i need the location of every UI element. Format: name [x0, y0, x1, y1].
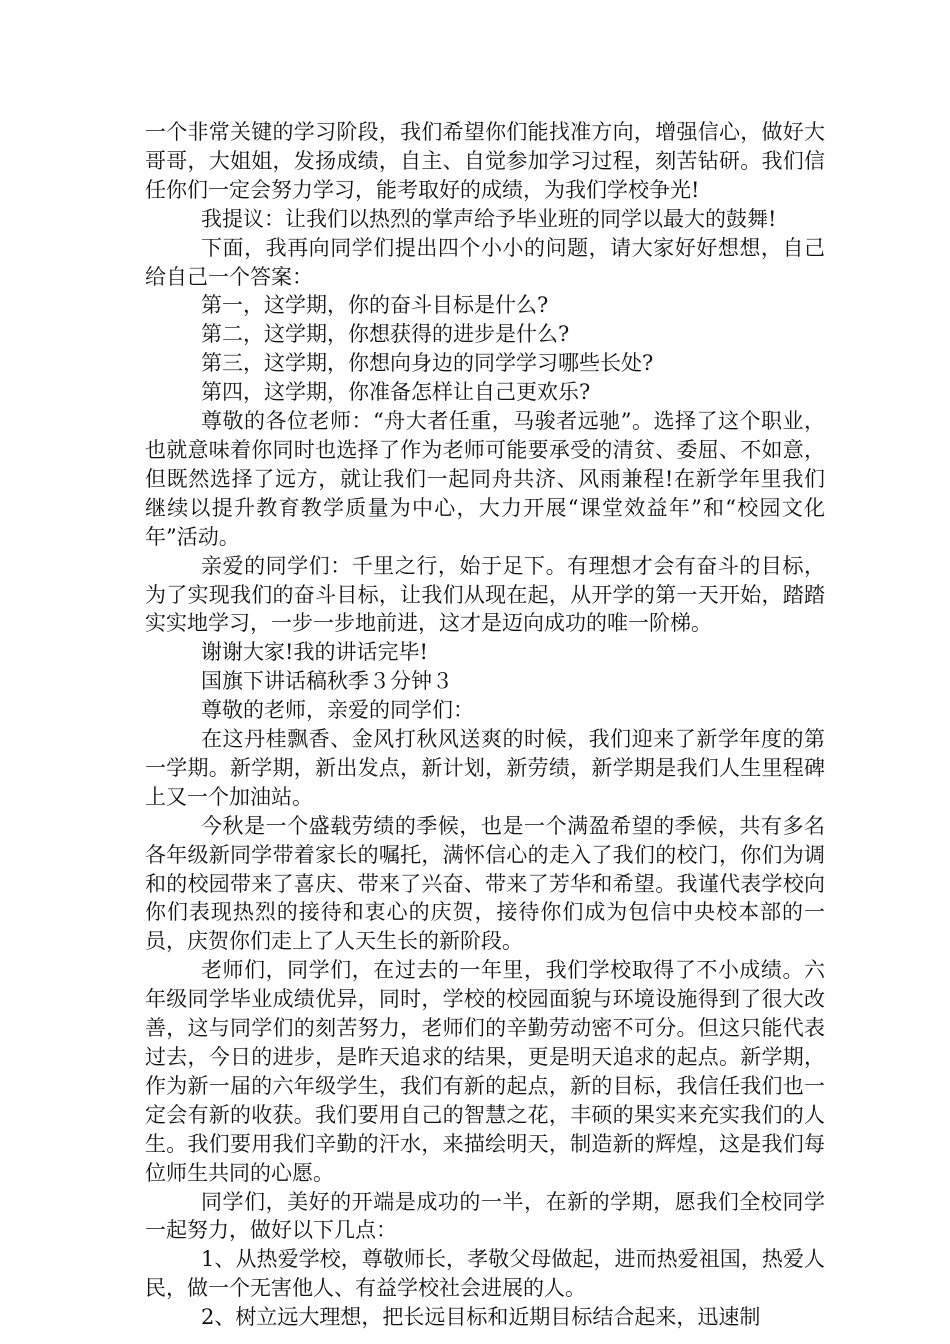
- paragraph: 同学们，美好的开端是成功的一半，在新的学期，愿我们全校同学一起努力，做好以下几点：: [145, 1189, 825, 1243]
- paragraph: 一个非常关键的学习阶段，我们希望你们能找准方向，增强信心，做好大哥哥，大姐姐，发扬成绩，自主、自觉参加学习过程，刻苦钻研。我们信任你们一定会努力学习，能考取好的成绩，为我们学校争光!: [145, 120, 825, 202]
- paragraph: 第一，这学期，你的奋斗目标是什么?: [201, 293, 549, 318]
- paragraph: 老师们，同学们，在过去的一年里，我们学校取得了不小成绩。六年级同学毕业成绩优异，同时，学校的校园面貌与环境设施得到了很大改善，这与同学们的刻苦努力，老师们的辛勤劳动密不可分。但这只能代表过去，今日的进步，是昨天追求的结果，更是明天追求的起点。新学期，作为新一届的六年级学生，我们有新的起点，新的目标，我信任我们也一定会有新的收获。我们要用自己的智慧之花，丰硕的果实来充实我们的人生。我们要用我们辛勤的汗水，来描绘明天，制造新的辉煌，这是我们每位师生共同的心愿。: [145, 958, 825, 1185]
- salutation: 尊敬的老师，亲爱的同学们：: [201, 698, 474, 723]
- paragraph: 尊敬的各位老师：“舟大者任重，马骏者远驰”。选择了这个职业，也就意味着你同时也选择了作为老师可能要承受的清贫、委屈、不如意，但既然选择了远方，就让我们一起同舟共济、风雨兼程!在新学年里我们继续以提升教育教学质量为中心，大力开展“课堂效益年”和“校园文化年”活动。: [145, 409, 825, 549]
- list-item: 2、树立远大理想，把长远目标和近期目标结合起来，迅速制: [201, 1305, 761, 1330]
- section-heading: 国旗下讲话稿秋季３分钟３: [201, 669, 453, 694]
- paragraph: 我提议：让我们以热烈的掌声给予毕业班的同学以最大的鼓舞!: [201, 206, 777, 231]
- paragraph: 在这丹桂飘香、金风打秋风送爽的时候，我们迎来了新学年度的第一学期。新学期，新出发点，新计划，新劳绩，新学期是我们人生里程碑上又一个加油站。: [145, 727, 825, 809]
- paragraph: 第四，这学期，你准备怎样让自己更欢乐?: [201, 380, 591, 405]
- paragraph: 下面，我再向同学们提出四个小小的问题，请大家好好想想，自己给自己一个答案：: [145, 235, 825, 289]
- paragraph: 第二，这学期，你想获得的进步是什么?: [201, 322, 570, 347]
- list-item: 1、从热爱学校，尊敬师长，孝敬父母做起，进而热爱祖国，热爱人民，做一个无害他人、有益学校社会进展的人。: [145, 1247, 825, 1301]
- paragraph: 亲爱的同学们：千里之行，始于足下。有理想才会有奋斗的目标，为了实现我们的奋斗目标，让我们从现在起，从开学的第一天开始，踏踏实实地学习，一步一步地前进，这才是迈向成功的唯一阶梯。: [145, 553, 825, 636]
- document-page: [145, 118, 825, 1332]
- paragraph: 第三，这学期，你想向身边的同学学习哪些长处?: [201, 351, 654, 376]
- paragraph: 今秋是一个盛载劳绩的季候，也是一个满盈希望的季候，共有多名各年级新同学带着家长的嘱托，满怀信心的走入了我们的校门，你们为调和的校园带来了喜庆、带来了兴奋、带来了芳华和希望。我谨代表学校向你们表现热烈的接待和衷心的庆贺，接待你们成为包信中央校本部的一员，庆贺你们走上了人天生长的新阶段。: [145, 813, 825, 954]
- paragraph: 谢谢大家!我的讲话完毕!: [201, 640, 428, 665]
